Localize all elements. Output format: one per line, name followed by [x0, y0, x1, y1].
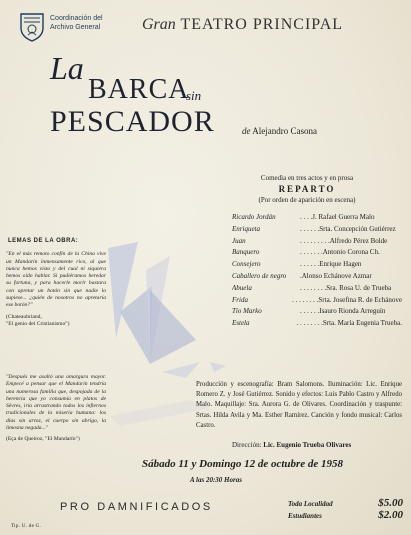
quote-text-2: "Después me asaltó una amargura mayor. Empecé a pensar que el Mandarín tendría una numerosa familia que, despojada de la herencia que yo consumía en platos de Sèvres, iría arrastrando todos los infiernos tradicionales de la miseria humana: los días sin arroz, el cuerpo sin abrigo, la limosna negada...": [6, 374, 106, 432]
archive-seal-icon: [19, 12, 45, 42]
cast-row: [232, 237, 402, 249]
cast-row: [232, 248, 402, 260]
price-row: [288, 509, 403, 521]
cast-actor: Alonso Echánove Azmar: [301, 271, 372, 280]
price-value: $5.00: [378, 497, 403, 509]
cast-row: [232, 307, 402, 319]
cast-list: [232, 213, 402, 331]
cast-row: [232, 260, 402, 272]
cast-actor: Srta. Concepción Gutiérrez: [319, 224, 396, 233]
cast-actor: Alfredo Pérez Bolde: [329, 236, 388, 245]
cast-role: Banquero: [232, 248, 260, 257]
theater-name: [142, 16, 343, 34]
price-value: $2.00: [378, 509, 403, 521]
cast-row: [232, 213, 402, 225]
price-label: Toda Localidad: [288, 500, 333, 508]
quote-block-2: [6, 374, 106, 444]
ticket-prices: [288, 497, 403, 521]
archive-line-1: Coordinación del: [50, 15, 103, 22]
cast-role: Estela: [232, 319, 250, 328]
production-credits: Producción y escenografía: Bram Salomons. Iluminación: Lic. Enrique Romero Z. y José Gutiérrez. Sonido y efectos: Luis Pablo Castro y Alfredo Malo. Maquillaje: Sra. Aurora G. de Olivares. Coordinación y traspunte: Srtas. Hilda Avila y Ma. Esther Ramírez. Canción y fondo musical: Carlos Castro.: [196, 381, 402, 429]
cast-actor: Isauro Rionda Arreguín: [319, 307, 386, 316]
cast-dots: . . . . . . . .: [292, 295, 319, 304]
play-genre: Comedia en tres actos y en prosa: [260, 174, 354, 182]
cast-row: [232, 319, 402, 331]
cast-actor: J. Rafael Guerra Malo: [312, 213, 375, 221]
cast-dots: . . . . . .: [300, 307, 320, 316]
performance-time: A las 20:30 Horas: [190, 476, 242, 484]
cast-row: [232, 272, 402, 284]
cast-row: [232, 225, 402, 237]
cast-role: Enriqueta: [232, 224, 260, 233]
cast-actor: Antonio Corona Ch.: [322, 248, 380, 257]
cast-dots: . . . . . . . .: [296, 319, 323, 328]
cast-dots: . . . . . . . .: [300, 283, 327, 292]
director-line: [232, 441, 351, 449]
performance-dates: Sábado 11 y Domingo 12 de octubre de 1958: [142, 458, 344, 470]
archive-label: [50, 14, 103, 32]
cast-row: [232, 296, 402, 308]
cast-role: Caballero de negro: [232, 271, 287, 280]
cast-actor: Sra. Rosa U. de Trueba: [326, 283, 392, 292]
quote-source-2: (Eça de Queiroz, "El Mandarín"): [6, 436, 80, 443]
title-la: La: [50, 50, 84, 86]
cast-actor: Srta. Josefina R. de Echánove: [318, 295, 402, 304]
author-de: de: [242, 126, 251, 136]
cast-dots: . . . . . .: [300, 260, 320, 269]
author-name: Alejandro Casona: [252, 126, 317, 136]
cast-dots: . . . . . . .: [300, 248, 323, 257]
cast-row: [232, 284, 402, 296]
cast-actor: Enrique Hagen: [319, 260, 362, 269]
quote-block-1: [6, 238, 106, 328]
archive-line-2: Archivo General: [50, 24, 101, 31]
author-line: [242, 126, 317, 136]
title-pescador: PESCADOR: [50, 105, 215, 138]
price-label: Estudiantes: [288, 512, 322, 520]
cast-dots: . . . . . .: [300, 224, 320, 233]
cast-role: Juan: [232, 236, 246, 245]
quote-source-1b: "El genio del Cristianismo"): [6, 320, 70, 327]
cast-role: Consejero: [232, 260, 261, 269]
cast-actor: Srta. María Eugenia Trueba.: [322, 319, 402, 328]
lemas-heading: LEMAS DE LA OBRA:: [8, 238, 79, 244]
cast-dots: . . . .: [300, 213, 313, 221]
title-barca: BARCA: [88, 74, 190, 105]
cast-dots: . . . . . . . . .: [300, 236, 330, 245]
cast-subheading: (Por orden de aparición en escena): [258, 196, 356, 204]
theater-gran: Gran: [142, 16, 176, 33]
cast-heading: REPARTO: [278, 184, 336, 194]
director-label: Dirección:: [232, 441, 262, 449]
cast-dots: .: [300, 271, 302, 280]
cast-role: Ricardo Jordán: [232, 213, 276, 221]
benefit-banner: PRO DAMNIFICADOS: [60, 501, 213, 513]
director-name: Lic. Eugenio Trueba Olivares: [263, 441, 352, 449]
cast-role: Tío Marko: [232, 307, 262, 316]
theater-title: TEATRO PRINCIPAL: [180, 16, 344, 33]
quote-text-1: "En el más remoto confín de la China vive un Mandarín inmensamente rico, al que nunca hemos visto y del cual ni siquiera hemos oído hablar. Si pudiéramos heredar su fortuna, y para hacerle morir bastara con apretar un botón sin que nadie lo supiese... ¿quién de nosotros no apretaría ese botón?": [6, 251, 106, 309]
price-row: [288, 497, 403, 509]
title-sin: sin: [186, 88, 202, 103]
cast-role: Abuela: [232, 283, 252, 292]
quote-source-1a: (Chateaubriand,: [6, 313, 42, 320]
printer-imprint: Tip. U. de G.: [11, 524, 42, 529]
cast-role: Frida: [232, 295, 248, 304]
